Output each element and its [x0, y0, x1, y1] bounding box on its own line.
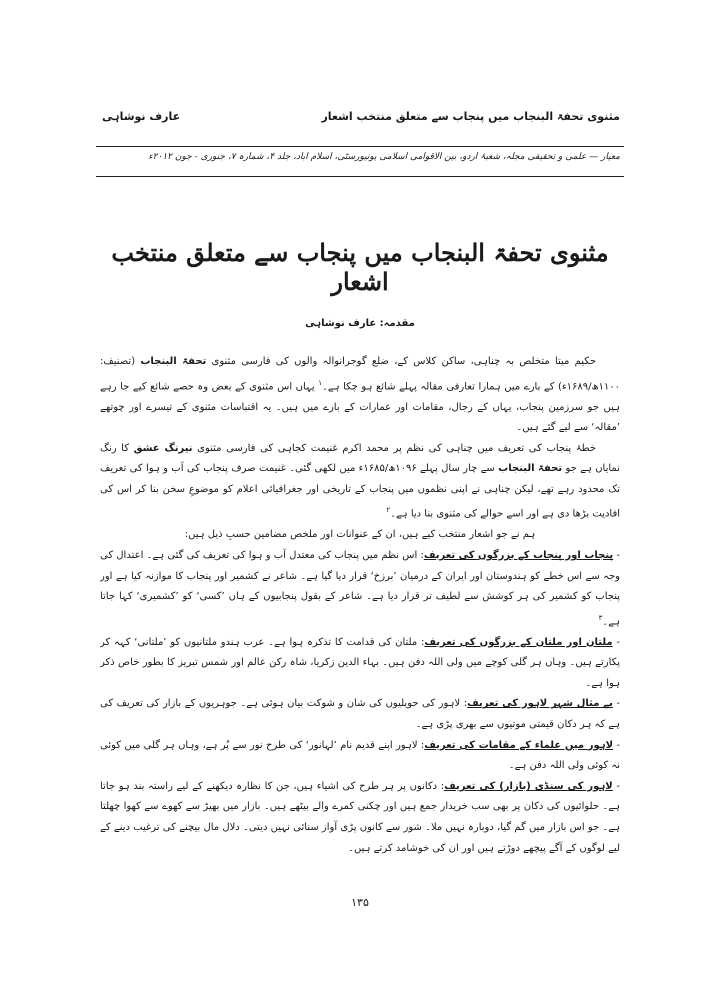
body-paragraph — [100, 546, 620, 633]
paragraph-text: - — [612, 780, 620, 792]
running-header-author: عارف نوشاہی — [102, 109, 181, 123]
article-byline: مقدمہ: عارف نوشاہی — [305, 318, 415, 329]
footnote-marker: ۳ — [598, 613, 603, 622]
paragraph-text: خطۂ پنجاب کی تعریف میں چناہی کی نظم پر محمد اکرم غنیمت کجاہی کی فارسی مثنوی — [192, 442, 597, 454]
paragraph-text: کا رنگ نمایاں ہے جو — [100, 442, 620, 475]
book-title: تحفۃ البنجاب — [140, 356, 207, 367]
paragraph-text: - — [613, 739, 620, 751]
paragraph-text: : دکانوں پر ہر طرح کی اشیاء ہیں، جن کا نظارہ دیکھنے کے لیے راستہ بند ہو جاتا ہے۔ حلوائیوں کی دکان پر بھی سب خریدار جمع ہیں اور چکنی کمرے والے بیٹھے ہیں۔ بازار میں بھیڑ سے کھوے سے کھوا چھلتا ہے۔ جو اس بازار میں گم گیا، دوبارہ نہیں ملا۔ شور سے کانوں پڑی آواز سنائی نہیں دیتی۔ دلال مال بیچنے کی ترغیب دینے کے لیے لوگوں کے آگے پیچھے دوڑتے ہیں اور ان کی خوشامد کرتے ہیں۔ — [100, 780, 620, 854]
paragraph-text: - — [613, 550, 620, 561]
journal-citation: معیار — علمی و تحقیقی مجلہ، شعبۂ اُردو، بین الاقوامی اسلامی یونیورسٹی، اسلام آباد، جلد ۴، شمارہ ۷، جنوری - جون ۲۰۱۲ء — [148, 152, 620, 162]
section-heading: لاہور کی سنڈی (بازار) کی تعریف — [444, 780, 613, 792]
paragraph-text: : اس نظم میں پنجاب کی معتدل آب و ہوا کی تعریف کی گئی ہے۔ اعتدال کی وجہ سے اس خطے کو ہندوستان اور ایران کے درمیان ’برزخ‘ قرار دیا گیا ہے۔ شاعر نے کشمیر اور پنجاب کا موازنہ کیا ہے اور پنجاب کو کشمیر کی ہر کوشش سے لطیف تر قرار دیا ہے۔ شاعر کے بقول پنجابیوں کے ہاں ’کسی‘ کو ’کشمیری‘ کہا جاتا ہے۔ — [100, 550, 620, 628]
paragraph-text: : لاہور کی حویلیوں کی شان و شوکت بیان ہوئی ہے۔ جوہریوں کے بازار کی تعریف کی ہے کہ ہر دکان قیمتی موتیوں سے بھری پڑی ہے۔ — [100, 698, 620, 731]
paragraph-text: : ملتان کی قدامت کا تذکرہ ہوا ہے۔ عرب ہندو ملتانیوں کو ’ملتانی‘ کہہ کر پکارتے ہیں۔ وہاں ہر گلی کوچے میں ولی اللہ دفن ہیں۔ بہاء الدین زکریا، شاہ رکن عالم اور شمس تبریز کا بطور خاص ذکر ہوا ہے۔ — [100, 636, 620, 689]
body-paragraph — [100, 525, 620, 546]
running-header-title: مثنوی تحفۃ البنجاب میں پنجاب سے متعلق منتخب اشعار — [321, 109, 620, 123]
section-heading: لاہور میں علماء کے مقامات کی تعریف — [424, 739, 614, 751]
paragraph-text: ہم نے جو اشعار منتخب کیے ہیں، ان کے عنوانات اور ملخص مضامین حسبِ ذیل ہیں: — [184, 529, 536, 541]
book-title: تحفۃ البنجاب — [498, 463, 563, 475]
paragraph-text: - — [612, 698, 620, 710]
section-heading: بے مثال شہر لاہور کی تعریف — [467, 698, 613, 710]
body-paragraph — [100, 439, 620, 526]
section-heading: ملتان اور ملتان کے بزرگوں کی تعریف — [424, 636, 613, 648]
article-title: مثنوی تحفۃ البنجاب میں پنجاب سے متعلق منتخب اشعار — [111, 238, 609, 296]
body-paragraph — [100, 736, 620, 777]
footnote-marker: ۱ — [318, 378, 322, 387]
body-paragraph — [100, 694, 620, 735]
section-heading: پنجاب اور پنجاب کے بزرگوں کی تعریف — [423, 550, 614, 561]
body-paragraph — [100, 633, 620, 695]
page-number: ۱۳۵ — [351, 896, 369, 909]
article-body — [100, 352, 620, 872]
paragraph-text: - — [612, 636, 620, 648]
running-header — [102, 106, 620, 126]
footnote-marker: ۲ — [386, 506, 391, 515]
paragraph-text: (تصنیف: ۱۱۰۰ھ/۱۶۸۹ء) کے بارے میں ہمارا تعارفی مقالہ پہلے شائع ہو چکا ہے۔ — [100, 356, 620, 392]
paragraph-text: یہاں اس مثنوی کے بعض وہ حصے شائع کیے جا رہے ہیں جو سرزمین پنجاب، یہاں کے رجال، مقامات اور عمارات کے بارے میں ہیں۔ یہ اقتباسات مثنوی کے تیسرے اور چوتھے ’مقالہ‘ سے لیے گئے ہیں۔ — [100, 380, 620, 434]
body-paragraph — [100, 352, 620, 439]
paragraph-text: : لاہور اپنے قدیم نام ’لہانور‘ کی طرح نور سے پُر ہے، وہاں ہر گلی میں کوئی نہ کوئی ولی اللہ دفن ہے۔ — [100, 739, 620, 772]
header-rule-bottom — [96, 176, 624, 177]
paragraph-text: حکیم میتا متخلص بہ چناہی، ساکن کلاس کے، ضلع گوجرانوالہ والوں کی فارسی مثنوی — [206, 356, 597, 367]
paragraph-text: سے چار سال پہلے ۱۰۹۶ھ/۱۶۸۵ء میں لکھی گئی۔ غنیمت صرف پنجاب کی آب و ہوا کی تعریف تک محدود رہے تھے، لیکن چناہی نے اپنی نظموں میں پنجاب کے تاریخی اور جغرافیائی اعلام کو موضوعِ سخن بنا کر اس کی افادیت بڑھا دی ہے اور اسے حوالے کی مثنوی بنا دیا ہے۔ — [100, 463, 620, 520]
body-paragraph — [100, 777, 620, 859]
book-title: نیرنگ عشق — [133, 442, 193, 454]
header-rule-top — [96, 146, 624, 147]
